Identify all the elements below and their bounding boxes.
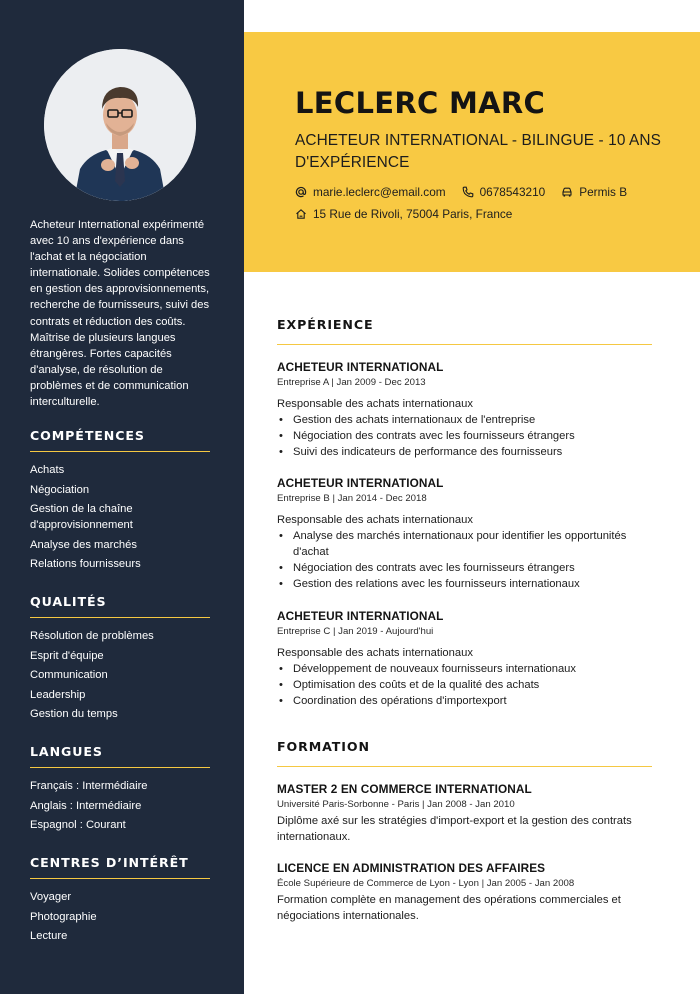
entry-description: Diplôme axé sur les stratégies d'import-export et la gestion des contrats internationaux. xyxy=(277,815,632,843)
entry-role: ACHETEUR INTERNATIONAL xyxy=(277,609,444,623)
qualities-title: QUALITÉS xyxy=(30,594,210,618)
home-icon xyxy=(295,208,307,220)
list-item: Leadership xyxy=(30,688,86,701)
education-section xyxy=(277,739,652,939)
list-item: Analyse des marchés xyxy=(30,538,137,551)
list-item: Résolution de problèmes xyxy=(30,630,154,642)
phone-text: 0678543210 xyxy=(479,185,546,199)
degree-title: MASTER 2 EN COMMERCE INTERNATIONAL xyxy=(277,782,532,796)
education-title: FORMATION xyxy=(277,739,652,767)
list-item: • Développement de nouveaux fournisseurs internationaux xyxy=(277,661,652,677)
languages-title: LANGUES xyxy=(30,744,210,768)
list-item: Anglais : Intermédiaire xyxy=(30,799,142,812)
list-item: Français : Intermédiaire xyxy=(30,780,148,792)
profile-photo xyxy=(44,49,196,201)
experience-entry xyxy=(277,608,652,709)
entry-description: Responsable des achats internationaux xyxy=(277,398,473,410)
skills-title: COMPÉTENCES xyxy=(30,428,210,452)
interests-title: CENTRES D’INTÉRÊT xyxy=(30,855,210,879)
sidebar xyxy=(0,0,244,994)
license-info xyxy=(561,185,627,199)
at-icon xyxy=(295,186,307,198)
entry-bullets xyxy=(277,412,652,460)
skills-section xyxy=(30,428,210,576)
skills-list xyxy=(30,462,210,572)
email-text: marie.leclerc@email.com xyxy=(313,185,446,199)
list-item: Négociation xyxy=(30,483,90,496)
entry-role: ACHETEUR INTERNATIONAL xyxy=(277,476,444,490)
experience-entry xyxy=(277,475,652,592)
job-title: ACHETEUR INTERNATIONAL - BILINGUE - 10 ANS D'EXPÉRIENCE xyxy=(295,132,661,171)
list-item: Esprit d'équipe xyxy=(30,649,104,662)
entry-bullets xyxy=(277,528,652,592)
phone-icon xyxy=(462,186,474,198)
header-banner xyxy=(244,32,700,272)
contact-row xyxy=(295,185,643,199)
list-item: • Gestion des relations avec les fournisseurs internationaux xyxy=(277,576,652,592)
education-entry xyxy=(277,860,652,924)
list-item: • Négociation des contrats avec les fournisseurs étrangers xyxy=(277,560,652,576)
languages-section xyxy=(30,744,210,837)
list-item: Espagnol : Courant xyxy=(30,819,126,832)
list-item: • Négociation des contrats avec les fournisseurs étrangers xyxy=(277,428,652,444)
languages-list xyxy=(30,778,210,833)
list-item: Achats xyxy=(30,464,65,476)
entry-meta: École Supérieure de Commerce de Lyon - Lyon | Jan 2005 - Jan 2008 xyxy=(277,878,575,889)
profile-summary: Acheteur International expérimenté avec 10 ans d'expérience dans l'achat et la négociation internationale. Solides compétences en gestion des approvisionnements, recherche de fournisseurs, suivi des contrats et réduction des coûts. Maîtrise de plusieurs langues étrangères. Fortes capacités d'analyse, de résolution de problèmes et de communication interculturelle. xyxy=(30,219,210,409)
experience-title: EXPÉRIENCE xyxy=(277,317,652,345)
list-item: Gestion du temps xyxy=(30,708,118,721)
qualities-list xyxy=(30,628,210,722)
education-entry xyxy=(277,781,652,845)
list-item: Communication xyxy=(30,669,108,682)
interests-section xyxy=(30,855,210,948)
entry-bullets xyxy=(277,661,652,709)
experience-section xyxy=(277,317,652,717)
entry-role: ACHETEUR INTERNATIONAL xyxy=(277,360,444,374)
address-text: 15 Rue de Rivoli, 75004 Paris, France xyxy=(313,207,513,221)
entry-description: Responsable des achats internationaux xyxy=(277,514,473,526)
list-item: • Gestion des achats internationaux de l'entreprise xyxy=(277,412,652,428)
address-row xyxy=(295,207,528,221)
email-contact[interactable] xyxy=(295,185,446,199)
entry-description: Formation complète en management des opérations commerciales et négociations internationales. xyxy=(277,894,621,922)
license-text: Permis B xyxy=(579,185,628,199)
list-item: • Analyse des marchés internationaux pour identifier les opportunités d'achat xyxy=(277,528,652,560)
list-item: Gestion de la chaîne d'approvisionnement xyxy=(30,503,133,532)
interests-list xyxy=(30,889,210,944)
phone-contact[interactable] xyxy=(462,185,546,199)
entry-meta: Entreprise C | Jan 2019 - Aujourd'hui xyxy=(277,626,434,637)
list-item: Relations fournisseurs xyxy=(30,558,141,571)
entry-description: Responsable des achats internationaux xyxy=(277,647,473,659)
list-item: Voyager xyxy=(30,891,72,903)
degree-title: LICENCE EN ADMINISTRATION DES AFFAIRES xyxy=(277,861,546,875)
car-icon xyxy=(561,186,573,198)
list-item: Lecture xyxy=(30,930,68,943)
list-item: • Coordination des opérations d'importexport xyxy=(277,693,652,709)
candidate-name: LECLERC MARC xyxy=(295,86,546,120)
entry-meta: Université Paris-Sorbonne - Paris | Jan 2008 - Jan 2010 xyxy=(277,799,515,810)
address-contact xyxy=(295,207,512,221)
experience-entry xyxy=(277,359,652,460)
list-item: • Suivi des indicateurs de performance des fournisseurs xyxy=(277,444,652,460)
entry-meta: Entreprise B | Jan 2014 - Dec 2018 xyxy=(277,493,427,504)
entry-meta: Entreprise A | Jan 2009 - Dec 2013 xyxy=(277,377,426,388)
avatar-icon xyxy=(44,49,196,201)
list-item: • Optimisation des coûts et de la qualité des achats xyxy=(277,677,652,693)
list-item: Photographie xyxy=(30,910,97,923)
qualities-section xyxy=(30,594,210,726)
